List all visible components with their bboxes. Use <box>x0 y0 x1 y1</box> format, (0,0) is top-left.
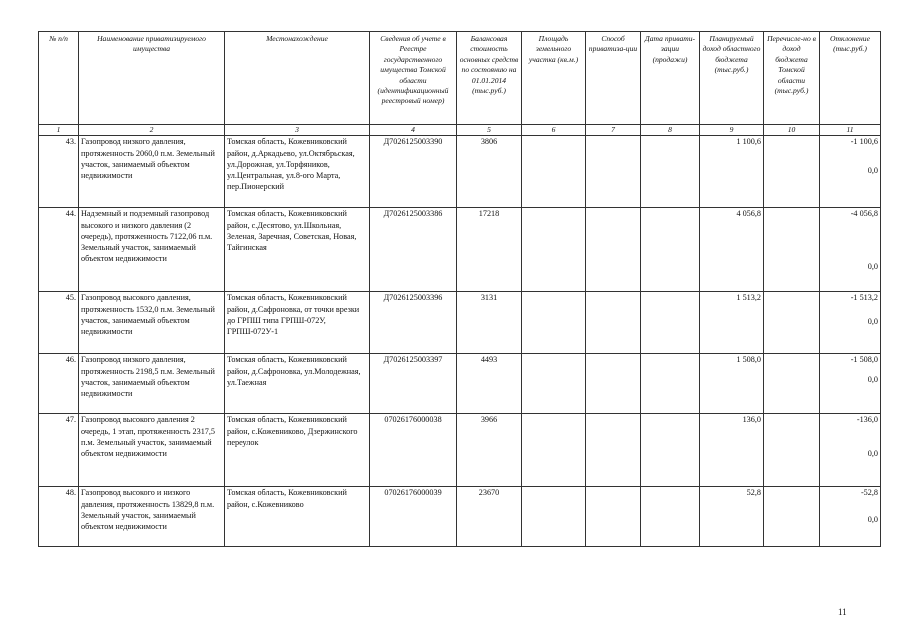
column-number: 10 <box>764 125 820 136</box>
planned-income: 52,8 <box>700 487 764 547</box>
table-row <box>39 354 881 414</box>
transferred-amount <box>764 414 820 487</box>
balance-value: 3966 <box>457 414 522 487</box>
property-location: Томская область, Кожевниковский район, с.Кожевниково, Дзержинского переулок <box>225 414 370 487</box>
header-cell-location: Местонахождение <box>225 32 370 125</box>
registry-number: 07026176000038 <box>370 414 457 487</box>
privatization-date <box>641 414 700 487</box>
privatization-date <box>641 208 700 292</box>
table-row <box>39 414 881 487</box>
property-location: Томская область, Кожевниковский район, д.Аркадьево, ул.Октябрьская, ул.Дорожная, ул.Торфяников, ул.Центральная, ул.8-ого Марта, пер.Пионерский <box>225 136 370 208</box>
property-name: Газопровод высокого давления, протяженность 1532,0 п.м. Земельный участок, занимаемый объектом недвижимости <box>79 292 225 354</box>
balance-value: 4493 <box>457 354 522 414</box>
header-cell-date: Дата привати-зации (продажи) <box>641 32 700 125</box>
property-name: Газопровод низкого давления, протяженность 2060,0 п.м. Земельный участок, занимаемый объектом недвижимости <box>79 136 225 208</box>
deviation-cell <box>820 414 881 487</box>
property-name: Газопровод высокого и низкого давления, протяженность 13829,8 п.м. Земельный участок, занимаемый объектом недвижимости <box>79 487 225 547</box>
land-area <box>522 208 586 292</box>
row-number: 47. <box>39 414 79 487</box>
table-row <box>39 487 881 547</box>
column-number: 11 <box>820 125 881 136</box>
table-row <box>39 292 881 354</box>
planned-income: 1 513,2 <box>700 292 764 354</box>
deviation-land-value: 0,0 <box>867 515 878 525</box>
land-area <box>522 414 586 487</box>
privatization-date <box>641 136 700 208</box>
header-cell-deviation: Отклонение (тыс.руб.) <box>820 32 881 125</box>
deviation-land-value: 0,0 <box>867 449 878 459</box>
header-row <box>39 32 881 125</box>
planned-income: 1 100,6 <box>700 136 764 208</box>
property-location: Томская область, Кожевниковский район, д.Сафроновка, от точки врезки до ГРПШ типа ГРПШ-072У, ГРПШ-072У-1 <box>225 292 370 354</box>
column-number: 3 <box>225 125 370 136</box>
column-number: 4 <box>370 125 457 136</box>
privatization-table <box>38 31 881 547</box>
deviation-land-value: 0,0 <box>867 166 878 176</box>
balance-value: 3131 <box>457 292 522 354</box>
land-area <box>522 354 586 414</box>
deviation-cell <box>820 292 881 354</box>
header-cell-number: № п/п <box>39 32 79 125</box>
table-row <box>39 136 881 208</box>
deviation-cell <box>820 354 881 414</box>
page-number: 11 <box>838 607 847 617</box>
header-cell-area: Площадь земельного участка (кв.м.) <box>522 32 586 125</box>
column-number: 5 <box>457 125 522 136</box>
privatization-date <box>641 487 700 547</box>
land-area <box>522 487 586 547</box>
balance-value: 3806 <box>457 136 522 208</box>
planned-income: 1 508,0 <box>700 354 764 414</box>
privatization-method <box>586 208 641 292</box>
column-number: 1 <box>39 125 79 136</box>
balance-value: 23670 <box>457 487 522 547</box>
registry-number: 07026176000039 <box>370 487 457 547</box>
property-location: Томская область, Кожевниковский район, с.Десятово, ул.Школьная, Зеленая, Заречная, Советская, Новая, Тайгинская <box>225 208 370 292</box>
header-cell-planned: Планируемый доход областного бюджета (тыс.руб.) <box>700 32 764 125</box>
deviation-cell <box>820 208 881 292</box>
header-cell-method: Способ приватиза-ции <box>586 32 641 125</box>
transferred-amount <box>764 487 820 547</box>
registry-number: Д7026125003397 <box>370 354 457 414</box>
column-number: 2 <box>79 125 225 136</box>
planned-income: 4 056,8 <box>700 208 764 292</box>
row-number: 48. <box>39 487 79 547</box>
property-name: Надземный и подземный газопровод высокого и низкого давления (2 очередь), протяженность 7122,06 п.м. Земельный участок, занимаемый объектом недвижимости <box>79 208 225 292</box>
header-cell-registry: Сведения об учете в Реестре государственного имущества Томской области (идентификационный реестровый номер) <box>370 32 457 125</box>
registry-number: Д7026125003390 <box>370 136 457 208</box>
transferred-amount <box>764 354 820 414</box>
header-cell-transferred: Перечисле-но в доход бюджета Томской области (тыс.руб.) <box>764 32 820 125</box>
privatization-method <box>586 292 641 354</box>
deviation-land-value: 0,0 <box>867 375 878 385</box>
registry-number: Д7026125003386 <box>370 208 457 292</box>
privatization-method <box>586 354 641 414</box>
transferred-amount <box>764 208 820 292</box>
deviation-value: -4 056,8 <box>850 209 878 219</box>
column-number: 6 <box>522 125 586 136</box>
deviation-value: -1 513,2 <box>850 293 878 303</box>
deviation-land-value: 0,0 <box>867 317 878 327</box>
column-number: 9 <box>700 125 764 136</box>
planned-income: 136,0 <box>700 414 764 487</box>
property-location: Томская область, Кожевниковский район, д.Сафроновка, ул.Молодежная, ул.Таежная <box>225 354 370 414</box>
privatization-method <box>586 136 641 208</box>
column-number: 7 <box>586 125 641 136</box>
privatization-date <box>641 354 700 414</box>
registry-number: Д7026125003396 <box>370 292 457 354</box>
property-location: Томская область, Кожевниковский район, с.Кожевниково <box>225 487 370 547</box>
deviation-value: -1 508,0 <box>850 355 878 365</box>
row-number: 43. <box>39 136 79 208</box>
deviation-land-value: 0,0 <box>867 262 878 272</box>
land-area <box>522 292 586 354</box>
deviation-value: -52,8 <box>860 488 878 498</box>
deviation-value: -1 100,6 <box>850 137 878 147</box>
deviation-value: -136,0 <box>856 415 878 425</box>
transferred-amount <box>764 292 820 354</box>
deviation-cell <box>820 136 881 208</box>
deviation-cell <box>820 487 881 547</box>
privatization-method <box>586 487 641 547</box>
balance-value: 17218 <box>457 208 522 292</box>
row-number: 44. <box>39 208 79 292</box>
property-name: Газопровод низкого давления, протяженность 2198,5 п.м. Земельный участок, занимаемый объектом недвижимости <box>79 354 225 414</box>
header-cell-name: Наименование приватизируемого имущества <box>79 32 225 125</box>
row-number: 46. <box>39 354 79 414</box>
transferred-amount <box>764 136 820 208</box>
property-name: Газопровод высокого давления 2 очередь, 1 этап, протяженность 2317,5 п.м. Земельный участок, занимаемый объектом недвижимости <box>79 414 225 487</box>
column-number: 8 <box>641 125 700 136</box>
privatization-method <box>586 414 641 487</box>
row-number: 45. <box>39 292 79 354</box>
column-number-row <box>39 125 881 136</box>
header-cell-balance: Балансовая стоимость основных средств по состоянию на 01.01.2014 (тыс.руб.) <box>457 32 522 125</box>
privatization-date <box>641 292 700 354</box>
table-row <box>39 208 881 292</box>
land-area <box>522 136 586 208</box>
